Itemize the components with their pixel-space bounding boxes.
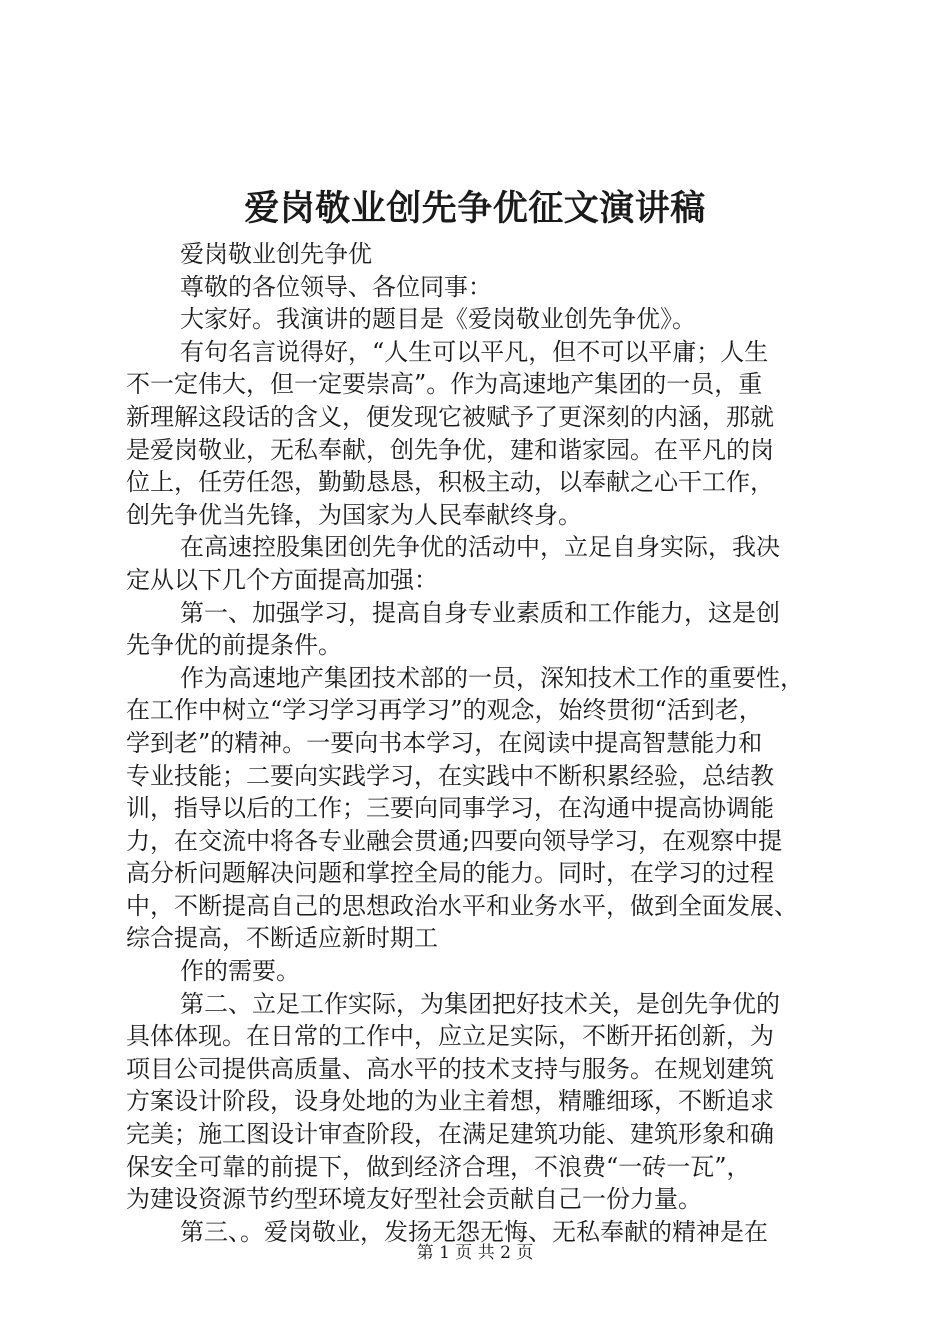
paragraph-line: 大家好。我演讲的题目是《爱岗敬业创先争优》。 xyxy=(180,305,696,334)
paragraph-line: 第一、加强学习，提高自身专业素质和工作能力，这是创 xyxy=(180,598,780,627)
paragraph-line: 位上，任劳任怨，勤勤恳恳，积极主动，以奉献之心干工作， xyxy=(126,468,774,497)
paragraph-line: 先争优的前提条件。 xyxy=(126,631,342,660)
paragraph-line: 爱岗敬业创先争优 xyxy=(180,240,372,268)
page-footer: 第 1 页 共 2 页 xyxy=(416,1243,534,1263)
paragraph-line: 在高速控股集团创先争优的活动中，立足自身实际，我决 xyxy=(180,533,780,562)
paragraph-line: 作为高速地产集团技术部的一员，深知技术工作的重要性， xyxy=(180,663,804,692)
document-body xyxy=(126,238,841,1248)
paragraph-line: 综合提高，不断适应新时期工 xyxy=(126,924,438,953)
paragraph-line: 专业技能；二要向实践学习，在实践中不断积累经验，总结教 xyxy=(126,761,774,790)
paragraph-line: 是爱岗敬业，无私奉献，创先争优，建和谐家园。在平凡的岗 xyxy=(126,435,774,464)
paragraph-line: 完美；施工图设计审查阶段，在满足建筑功能、建筑形象和确 xyxy=(126,1120,774,1149)
paragraph-line: 方案设计阶段，设身处地的为业主着想，精雕细琢，不断追求 xyxy=(126,1087,774,1116)
paragraph-line: 学到老”的精神。一要向书本学习，在阅读中提高智慧能力和 xyxy=(126,728,763,757)
paragraph-line: 中，不断提高自己的思想政治水平和业务水平，做到全面发展、 xyxy=(126,891,798,920)
paragraph-line: 力，在交流中将各专业融会贯通;四要向领导学习，在观察中提 xyxy=(126,826,783,855)
paragraph-line: 为建设资源节约型环境友好型社会贡献自己一份力量。 xyxy=(126,1185,702,1214)
paragraph-line: 训，指导以后的工作；三要向同事学习，在沟通中提高协调能 xyxy=(126,794,774,823)
paragraph-line: 第三、。爱岗敬业，发扬无怨无悔、无私奉献的精神是在 xyxy=(180,1217,768,1246)
paragraph-line: 创先争优当先锋，为国家为人民奉献终身。 xyxy=(126,500,582,529)
paragraph-line: 高分析问题解决问题和掌控全局的能力。同时，在学习的过程 xyxy=(126,859,774,888)
paragraph-line: 项目公司提供高质量、高水平的技术支持与服务。在规划建筑 xyxy=(126,1054,774,1083)
document-title: 爱岗敬业创先争优征文演讲稿 xyxy=(244,188,706,229)
paragraph-line: 不一定伟大，但一定要崇高”。作为高速地产集团的一员，重 xyxy=(126,370,763,399)
paragraph-line: 新理解这段话的含义，便发现它被赋予了更深刻的内涵，那就 xyxy=(126,402,774,431)
paragraph-line: 作的需要。 xyxy=(180,957,300,986)
paragraph-line: 保安全可靠的前提下，做到经济合理，不浪费“一砖一瓦”， xyxy=(126,1152,751,1181)
paragraph-line: 有句名言说得好，“人生可以平凡，但不可以平庸；人生 xyxy=(180,337,769,366)
paragraph-line: 尊敬的各位领导、各位同事： xyxy=(180,272,492,301)
paragraph-line: 第二、立足工作实际，为集团把好技术关，是创先争优的 xyxy=(180,989,780,1018)
paragraph-line: 具体体现。在日常的工作中，应立足实际，不断开拓创新，为 xyxy=(126,1022,774,1051)
paragraph-line: 在工作中树立“学习学习再学习”的观念，始终贯彻“活到老， xyxy=(126,696,763,725)
paragraph-line: 定从以下几个方面提高加强： xyxy=(126,565,438,594)
